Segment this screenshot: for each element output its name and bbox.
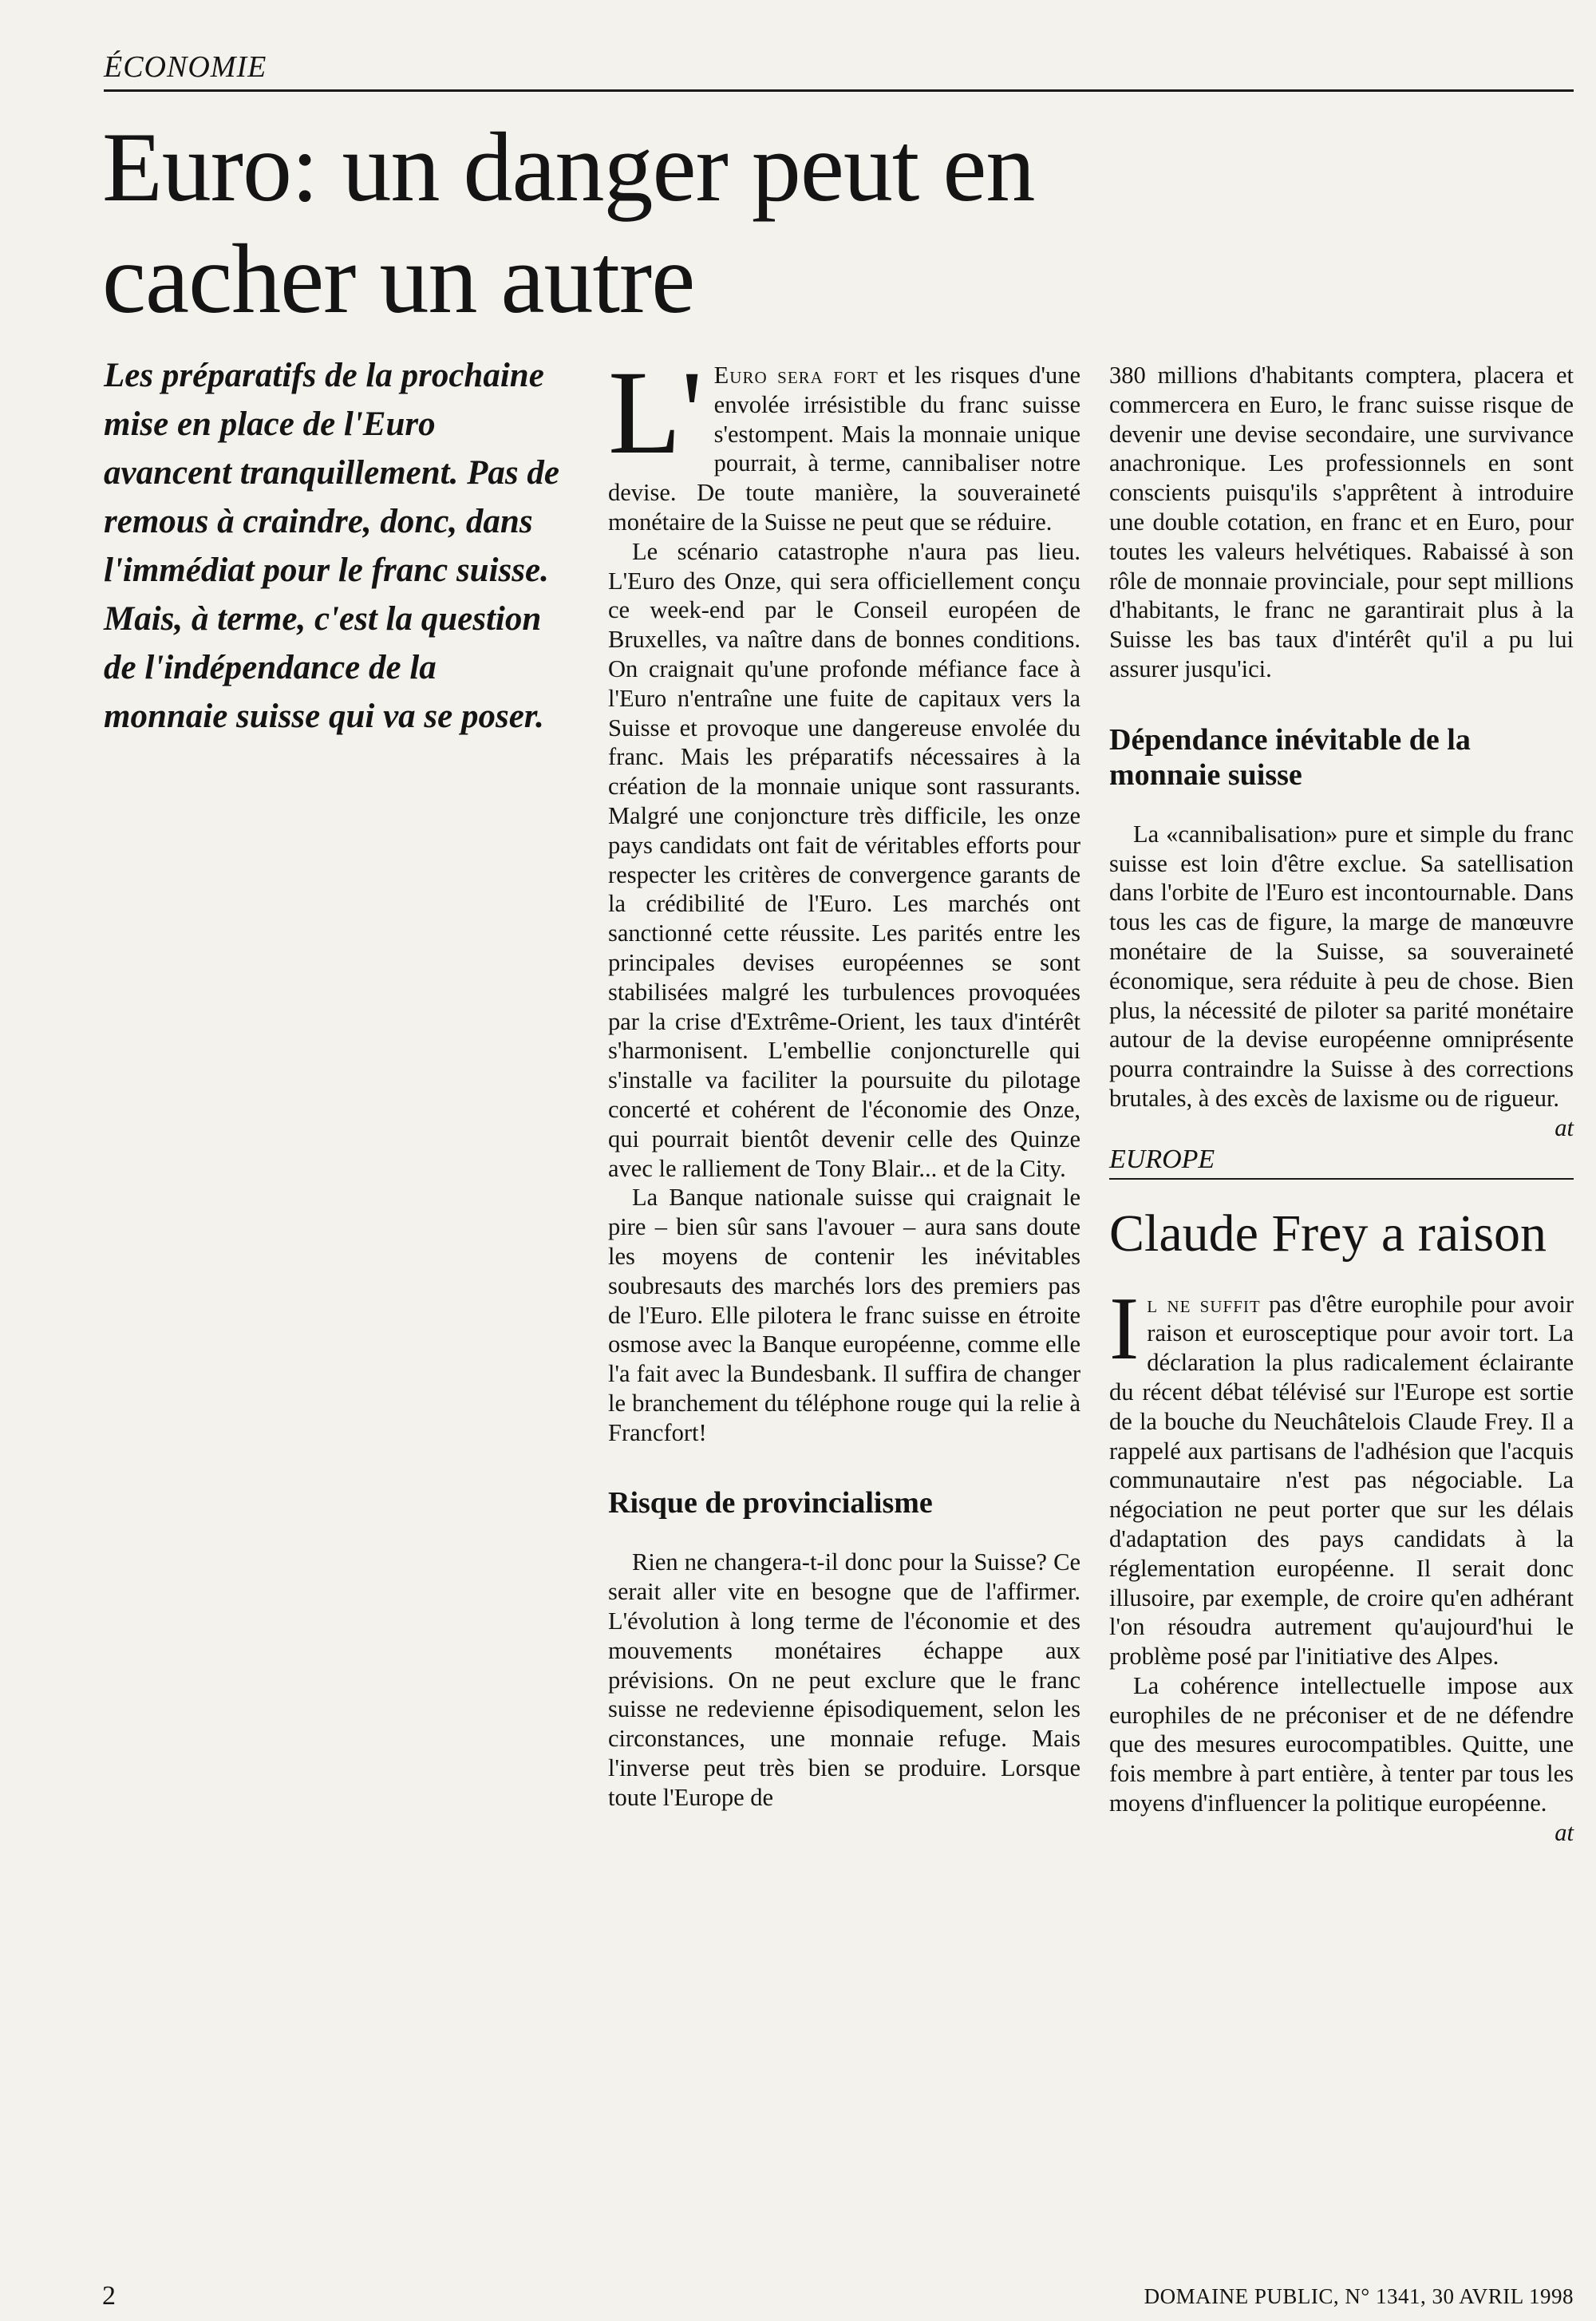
paragraph-text: pas d'être europhile pour avoir raison et eurosceptique pour avoir tort. La déclaration la plus radicalement éclairante du récent débat télévisé sur l'Europe est sortie de la bouche du Neuchâtelois Claude Frey. Il a rappelé aux partisans de l'adhésion que l'acquis communautaire n'est pas négociable. La négociation ne peut porter que sur les délais d'adaptation des pays candidats à la réglementation européenne. Il serait donc illusoire, par exemple, de croire qu'en adhérant l'on résoudra autrement qu'aujourd'hui le problème posé par l'initiative des Alpes. — [1109, 1290, 1574, 1671]
article2-paragraph-1 — [1109, 1279, 1574, 1671]
article-paragraph-1 — [608, 346, 1080, 537]
author-signature: at — [1555, 1113, 1574, 1141]
drop-cap: I — [1109, 1279, 1140, 1378]
article-paragraph-4-continued: 380 millions d'habitants comptera, placera et commercera en Euro, le franc suisse risque de devenir une devise secondaire, une survivance anachronique. Les professionnels en sont conscients puisqu'ils s'apprêtent à introduire une double cotation, en franc et en Euro, pour toutes les valeurs helvétiques. Rabaissé à son rôle de monnaie provinciale, pour sept millions d'habitants, le franc ne garantirait plus à la Suisse les bas taux d'intérêt qu'il a pu lui assurer jusqu'ici. — [1109, 362, 1574, 682]
article-title: Euro: un danger peut en cacher un autre — [102, 113, 1035, 334]
subheading-dependance: Dépendance inévitable de la monnaie suisse — [1109, 722, 1471, 792]
author-signature: at — [1555, 1818, 1574, 1846]
article-paragraph-2: Le scénario catastrophe n'aura pas lieu. L'Euro des Onze, qui sera officiellement conçu ce week-end par le Conseil européen de Bruxelles, va naître dans de bonnes conditions. On craignait qu'une profonde méfiance face à l'Euro n'entraîne une fuite de capitaux vers la Suisse et provoque une dangereuse envolée du franc. Mais les préparatifs nécessaires à la création de la monnaie unique sont rassurants. Malgré une conjoncture très difficile, les onze pays candidats ont fait de véritables efforts pour respecter les critères de convergence garants de la crédibilité de l'Euro. Les marchés ont sanctionné cette réussite. Les parités entre les principales devises européennes se sont stabilisées malgré les turbulences provoquées par la crise d'Extrême-Orient, les taux d'intérêt s'harmonisent. L'embellie conjoncturelle qui s'installe va faciliter la poursuite du pilotage concerté et cohérent de l'économie des Onze, qui pourrait bientôt devenir celle des Quinze avec le ralliement de Tony Blair... et de la City. — [608, 537, 1080, 1182]
section-rubric-europe: EUROPE — [1109, 1145, 1574, 1180]
article-paragraph-5 — [1109, 820, 1574, 1141]
drop-cap: L' — [608, 346, 703, 479]
lead-smallcaps: l ne suffit — [1147, 1290, 1261, 1318]
article-column-1 — [608, 346, 1080, 1813]
paragraph-text: La cohérence intellectuelle impose aux europhiles de ne préconiser et de ne défendre que des mesures eurocompatibles. Quitte, une fois membre à part entière, à tenter par tous les moyens d'influencer la politique européenne. — [1109, 1671, 1574, 1817]
publication-footer: DOMAINE PUBLIC, N° 1341, 30 AVRIL 1998 — [1144, 2284, 1574, 2308]
paragraph-text: et les risques d'une envolée irrésistible du franc suisse s'estompent. Mais la monnaie unique pourrait, à terme, cannibaliser notre devise. De toute manière, la souveraineté monétaire de la Suisse ne peut que se réduire. — [608, 362, 1080, 536]
article-paragraph-4: Rien ne changera-t-il donc pour la Suisse? Ce serait aller vite en besogne que de l'affirmer. L'évolution à long terme de l'économie et des mouvements monétaires échappe aux prévisions. On ne peut exclure que le franc suisse ne redevienne épisodiquement, selon les circonstances, une monnaie refuge. Mais l'inverse peut très bien se produire. Lorsque toute l'Europe de — [608, 1548, 1080, 1811]
article-chapeau: Les préparatifs de la prochaine mise en place de l'Euro avancent tranquillement. Pas de remous à craindre, donc, dans l'immédiat pour le franc suisse. Mais, à terme, c'est la question de l'indépendance de la monnaie suisse qui va se poser. — [104, 357, 559, 735]
article-column-2 — [1109, 361, 1574, 1848]
lead-smallcaps: Euro sera fort — [713, 362, 879, 389]
article2-paragraph-2 — [1109, 1671, 1574, 1846]
section-rubric: ÉCONOMIE — [104, 50, 267, 84]
paragraph-text: La «cannibalisation» pure et simple du franc suisse est loin d'être exclue. Sa satellisation dans l'orbite de l'Euro est incontournable. Dans tous les cas de figure, la marge de manœuvre monétaire de la Suisse, sa souveraineté économique, sera réduite à peu de chose. Bien plus, la nécessité de piloter sa parité monétaire autour de la devise européenne omniprésente pourra contraindre la Suisse à des corrections brutales, à des excès de laxisme ou de rigueur. — [1109, 820, 1574, 1112]
page-number: 2 — [102, 2281, 116, 2311]
article-paragraph-3: La Banque nationale suisse qui craignait le pire – bien sûr sans l'avouer – aura sans doute les moyens de contenir les inévitables soubresauts des marchés lors des premiers pas de l'Euro. Elle pilotera le franc suisse en étroite osmose avec la Banque européenne, comme elle l'a fait avec la Bundesbank. Il suffira de changer le branchement du téléphone rouge qui la relie à Francfort! — [608, 1184, 1080, 1446]
subheading-provincialisme: Risque de provincialisme — [608, 1486, 933, 1520]
header-rule — [104, 89, 1574, 92]
article2-title: Claude Frey a raison — [1109, 1204, 1547, 1263]
